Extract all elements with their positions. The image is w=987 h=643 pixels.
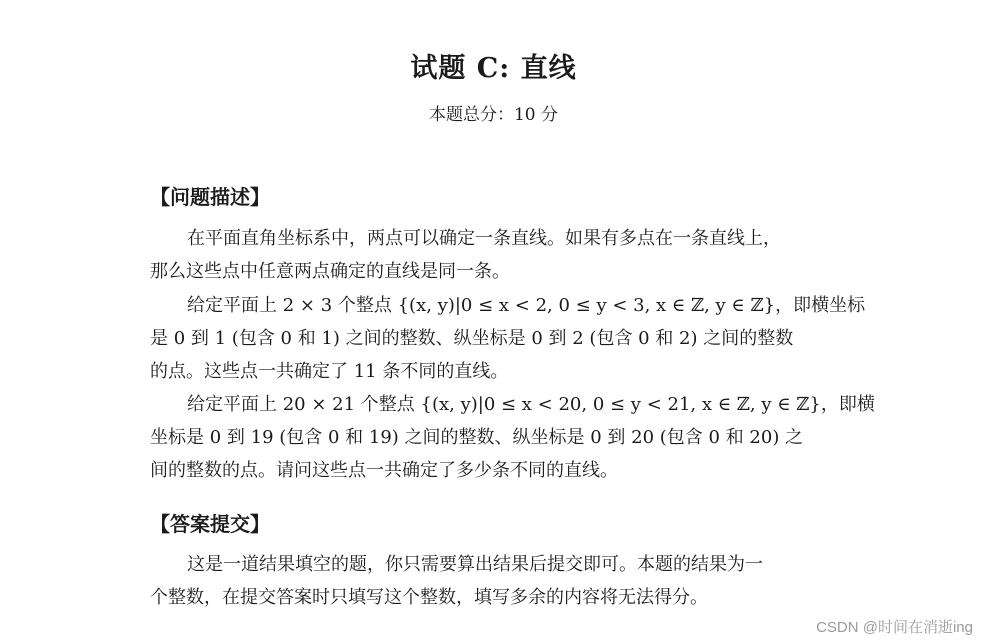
submission-heading: 【答案提交】 [150,512,270,536]
paragraph-line: 个整数，在提交答案时只填写这个整数，填写多余的内容将无法得分。 [150,587,708,608]
paragraph-line: 是 0 到 1 (包含 0 和 1) 之间的整数、纵坐标是 0 到 2 (包含 0 和 2) 之间的整数 [150,328,794,349]
problem-score: 本题总分：10 分 [428,105,559,125]
description-paragraph-3 [150,388,875,487]
paragraph-line: 间的整数的点。请问这些点一共确定了多少条不同的直线。 [150,460,618,481]
paragraph-line: 给定平面上 20 × 21 个整点 {(x, y)|0 ≤ x < 20, 0 ≤ y < 21, x ∈ ℤ, y ∈ ℤ}，即横 [187,394,875,415]
paragraph-line: 给定平面上 2 × 3 个整点 {(x, y)|0 ≤ x < 2, 0 ≤ y < 3, x ∈ ℤ, y ∈ ℤ}，即横坐标 [187,295,866,316]
watermark-text: CSDN @时间在消逝ing [816,619,973,636]
description-paragraph-2 [150,289,866,388]
problem-title: 试题 C: 直线 [410,53,577,84]
submission-paragraph [150,548,840,614]
paragraph-line: 坐标是 0 到 19 (包含 0 和 19) 之间的整数、纵坐标是 0 到 20 (包含 0 和 20) 之 [150,427,804,448]
description-paragraph-1 [150,222,840,288]
paragraph-line: 在平面直角坐标系中，两点可以确定一条直线。如果有多点在一条直线上， [187,228,781,249]
paragraph-line: 这是一道结果填空的题，你只需要算出结果后提交即可。本题的结果为一 [187,554,763,575]
description-heading: 【问题描述】 [150,185,270,209]
paragraph-line: 那么这些点中任意两点确定的直线是同一条。 [150,261,510,282]
paragraph-line: 的点。这些点一共确定了 11 条不同的直线。 [150,361,509,382]
